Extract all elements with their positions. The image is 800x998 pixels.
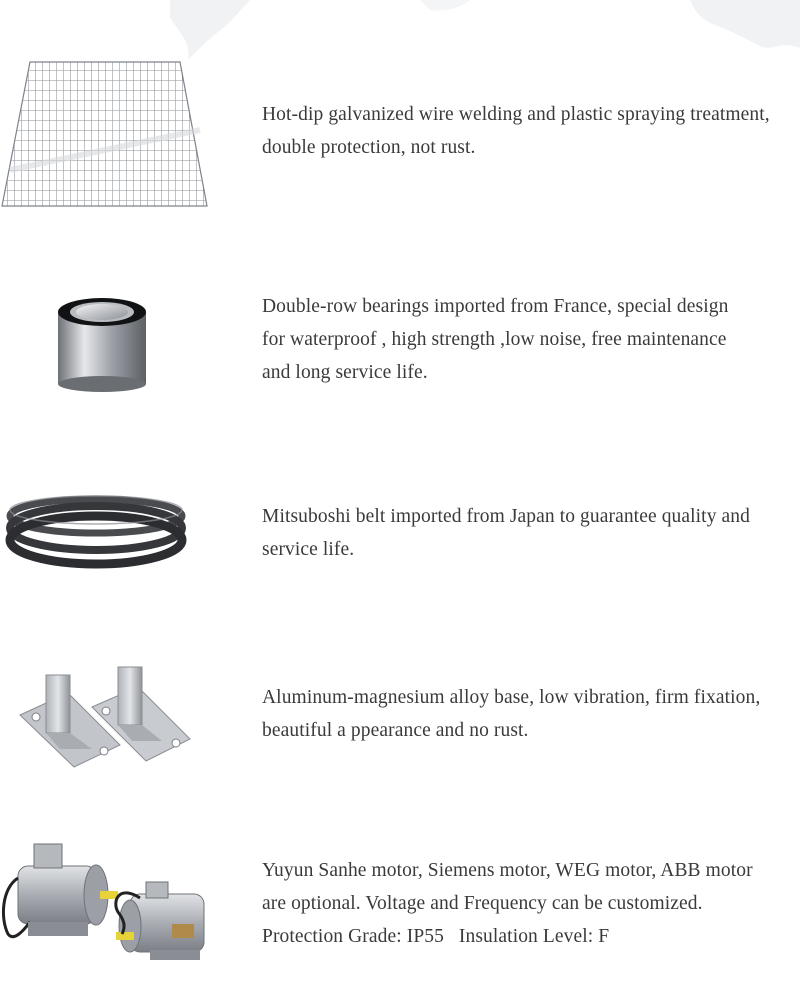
feature-text-line: are optional. Voltage and Frequency can be customized. (262, 893, 703, 914)
feature-text-line: service life. (262, 539, 355, 560)
feature-text-line: Hot-dip galvanized wire welding and plastic spraying treatment, (262, 104, 770, 125)
feature-text-line: for waterproof , high strength ,low noise, free maintenance (262, 329, 727, 350)
feature-alloy-base (0, 665, 800, 775)
feature-text-line: double protection, not rust. (262, 137, 476, 158)
belt-icon (0, 488, 200, 578)
bearing-icon (0, 288, 220, 398)
feature-galvanized-wire-mesh (0, 60, 800, 220)
feature-text-line: Mitsuboshi belt imported from Japan to guarantee quality and (262, 506, 750, 527)
feature-text-line: Yuyun Sanhe motor, Siemens motor, WEG motor, ABB motor (262, 860, 753, 881)
motor-icon (0, 838, 220, 973)
feature-text-line: Protection Grade: IP55 Insulation Level: F (262, 926, 610, 947)
feature-text-line: Double-row bearings imported from France, special design (262, 296, 729, 317)
feature-belt (0, 488, 800, 578)
feature-motor (0, 838, 800, 973)
feature-text-line: beautiful a ppearance and no rust. (262, 720, 529, 741)
feature-bearing (0, 288, 800, 398)
wire-mesh-icon (0, 60, 215, 210)
alloy-base-icon (0, 665, 210, 775)
background-splash (0, 0, 800, 60)
feature-text-line: and long service life. (262, 362, 428, 383)
feature-text-line: Aluminum-magnesium alloy base, low vibration, firm fixation, (262, 687, 761, 708)
